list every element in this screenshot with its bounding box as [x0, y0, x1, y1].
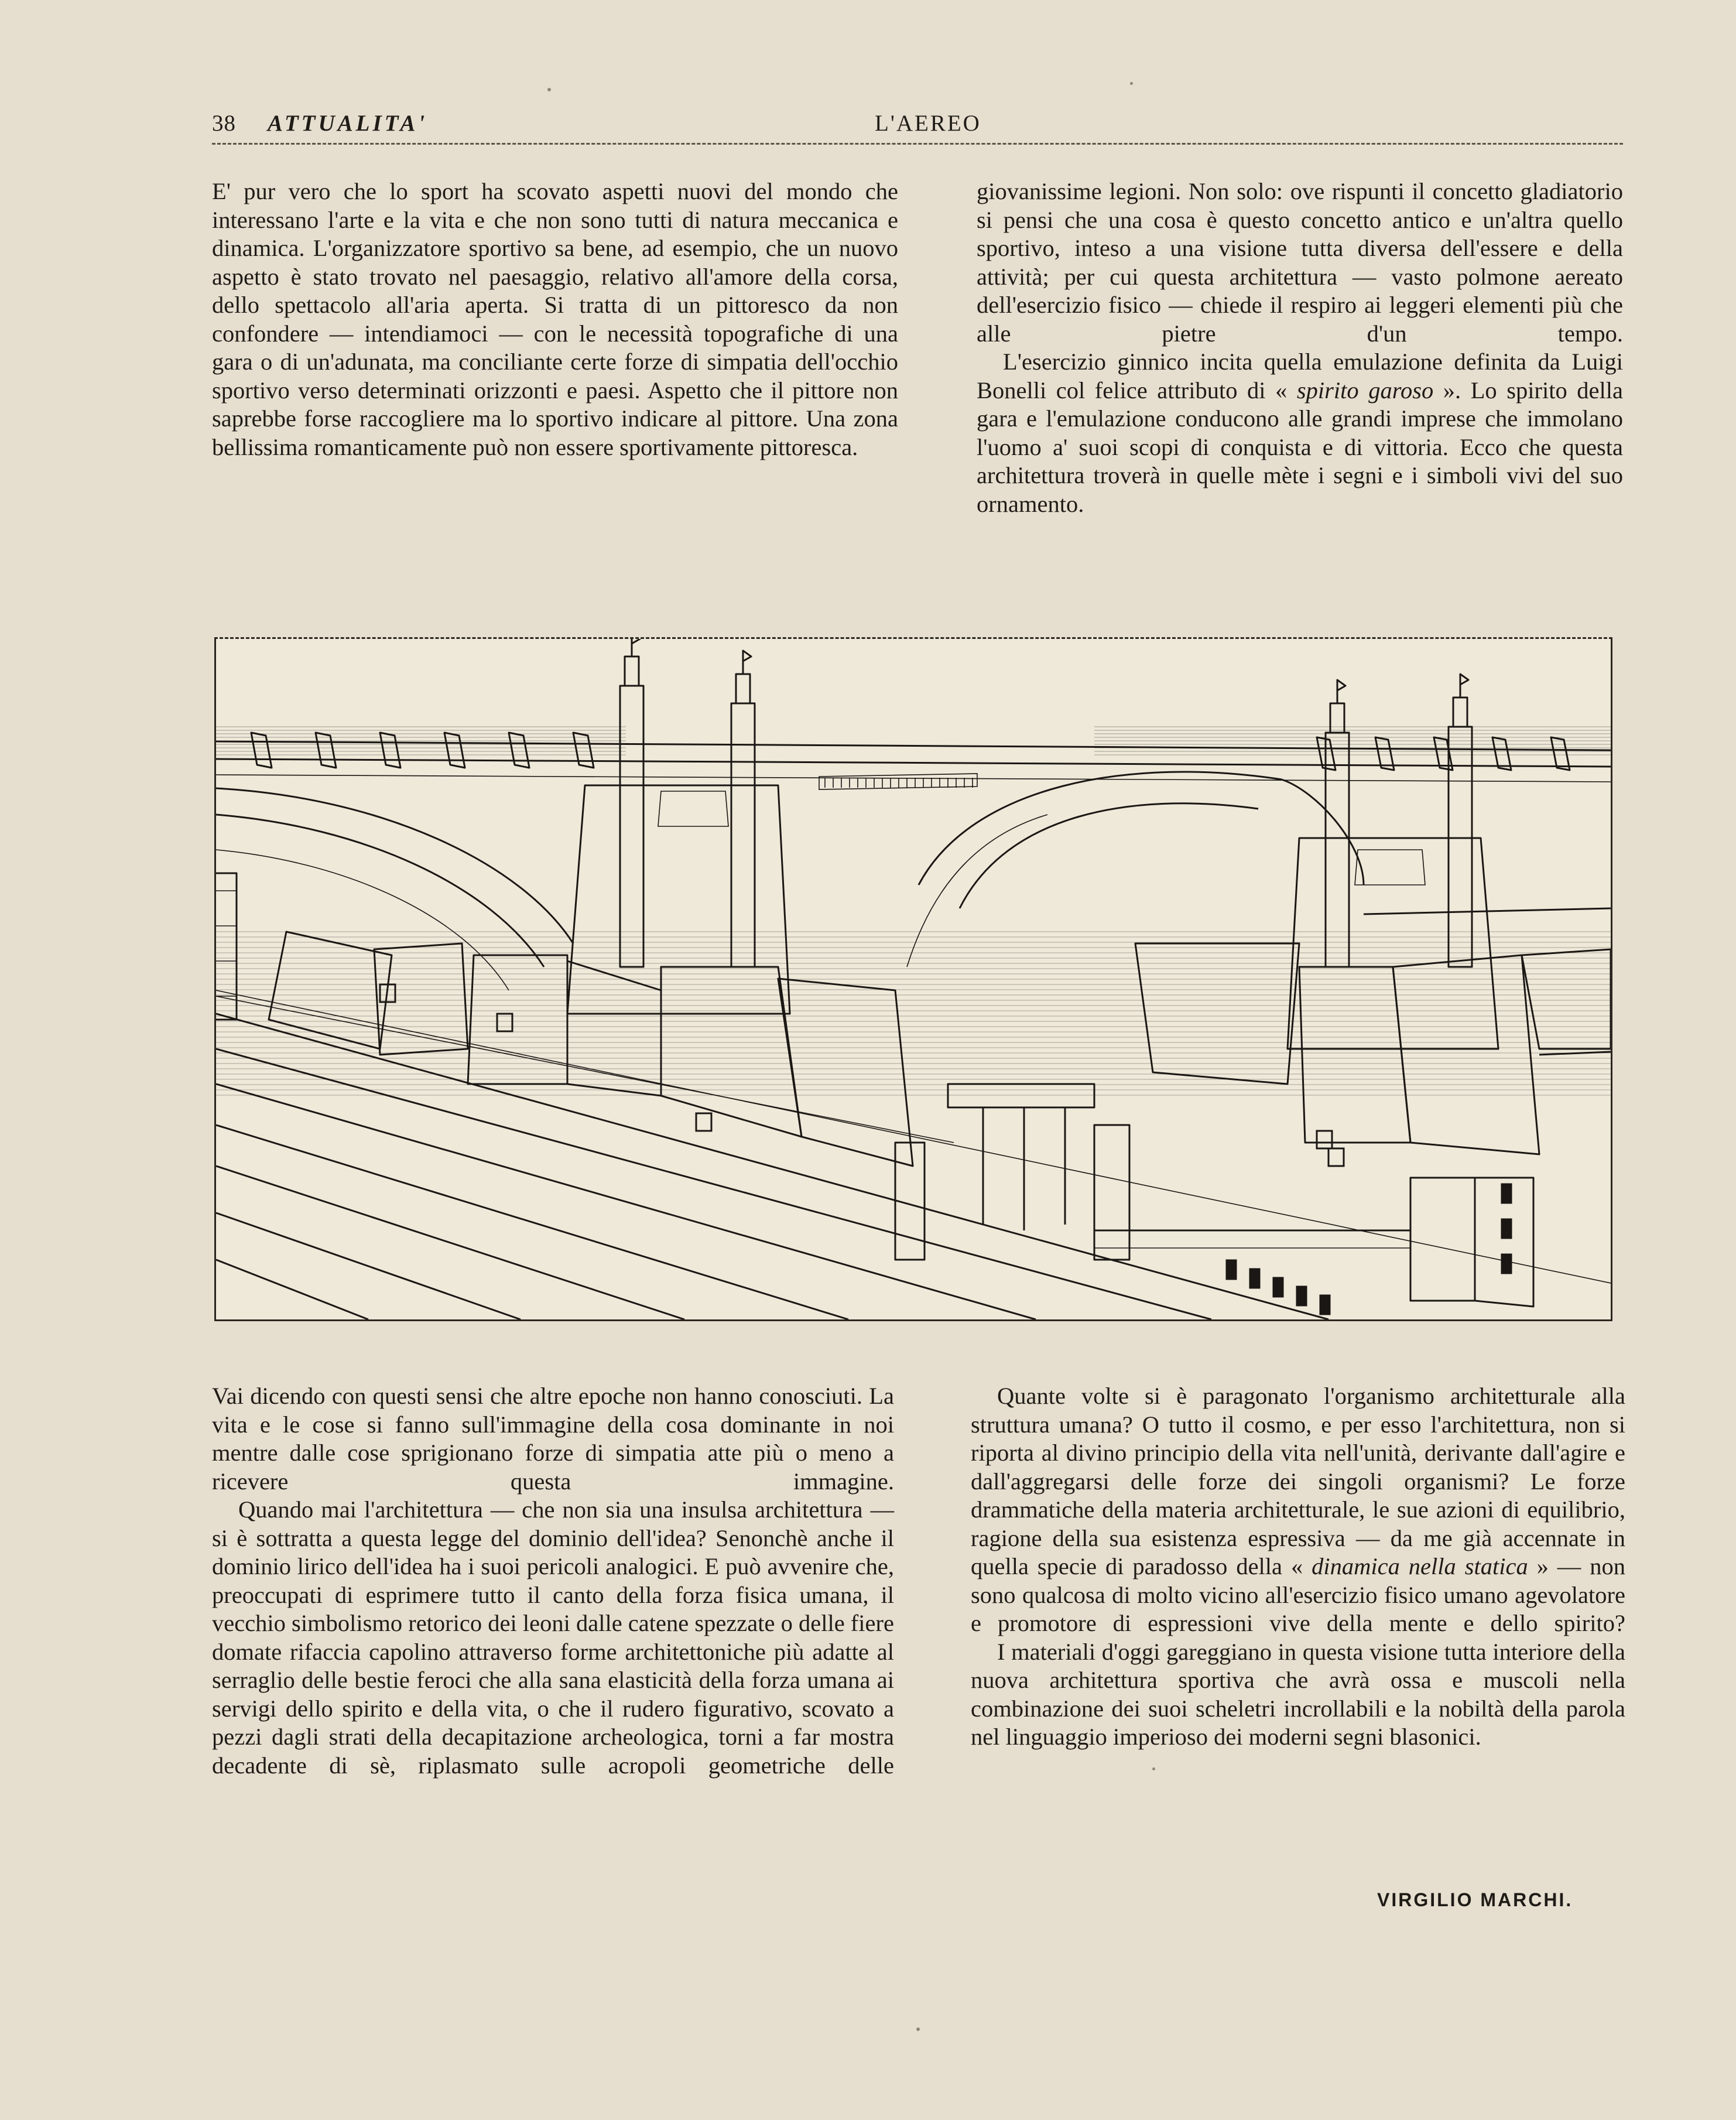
paragraph-text: ». Lo spirito della gara e l'emulazione conducono alle grandi imprese che immolano l'uomo a' suoi scopi di conquista e di vittoria. Ecco che questa architettura troverà in quelle mète i segni e i simboli vivi del suo ornamento.	[977, 377, 1623, 517]
top-rail	[216, 741, 1611, 750]
right-arch	[1282, 779, 1364, 885]
right-arch	[960, 803, 1258, 908]
rail-bracket	[509, 733, 529, 768]
window	[1501, 1219, 1512, 1239]
track-line	[216, 1125, 848, 1319]
tower-flag	[632, 639, 640, 656]
tower-finial	[1453, 697, 1467, 727]
text-column-4	[971, 1382, 1625, 1752]
horizon	[1539, 1052, 1611, 1055]
tower-finial	[1330, 703, 1344, 733]
paragraph: giovanissime legioni. Non solo: ove rispunti il concetto gladiatorio si pensi che una cosa è questo concetto antico e un'altra quello sportivo, inteso a una visione tutta diversa dell'essere e della attività; per cui questa architettura — vasto polmone aereato dell'esercizio fisico — chiede il respiro ai leggeri elementi più che alle pietre d'un tempo.	[977, 178, 1623, 347]
text-column-1	[212, 177, 898, 461]
train	[819, 774, 977, 789]
left-arch	[216, 815, 544, 967]
buttress	[468, 955, 567, 1084]
tower-finial	[625, 656, 639, 686]
niche	[1317, 1131, 1332, 1148]
rail-bracket	[380, 733, 400, 768]
rail-bracket	[1551, 737, 1570, 770]
text-column-2	[977, 177, 1623, 518]
window	[1226, 1260, 1237, 1280]
window	[1249, 1268, 1260, 1288]
pier-capital	[658, 791, 728, 826]
left-arch	[216, 850, 509, 990]
window	[1296, 1286, 1307, 1306]
buttress	[1135, 943, 1299, 1084]
rail-bracket	[316, 733, 336, 768]
tower-flag	[1337, 680, 1345, 703]
text-column-3	[212, 1382, 894, 1780]
paper-speck	[1130, 82, 1133, 85]
track-line	[216, 1213, 521, 1319]
tower-finial	[736, 674, 750, 703]
top-rail	[216, 775, 1611, 782]
track-line	[216, 1260, 368, 1319]
track-line	[216, 996, 954, 1143]
pier-capital	[1355, 850, 1425, 885]
paper-speck	[1152, 1767, 1155, 1770]
buttress	[1522, 949, 1611, 1049]
terrace	[948, 1084, 1094, 1107]
paragraph: Quando mai l'architettura — che non sia una insulsa architettura — si è sottratta a questa legge del dominio dell'idea? Senonchè anche il dominio lirico dell'idea ha i suoi pericoli analogici. E può avvenire che, preoccupati di esprimere tutto il canto della forza fisica umana, il vecchio simbolismo retorico dei leoni dalle catene spezzate o delle fiere domate rifaccia capolino attraverso forme architettoniche più adatte al serraglio delle bestie feroci che alla sana elasticità della forza umana ai servigi dello spirito e della vita, o che il rudero figurativo, scovato a pezzi dagli strati della decapitazione archeologica, torni a far mostra decadente di sè, riplasmato sulle acropoli geometriche delle	[212, 1496, 894, 1779]
paragraph	[977, 348, 1623, 518]
buttress	[374, 943, 468, 1055]
paragraph-text: » — non sono qualcosa di molto vicino all'esercizio fisico umano agevolatore e promotore di espressioni vive della mente e dello spirito?	[971, 1553, 1625, 1636]
window	[1320, 1295, 1330, 1315]
emphasis-text: spirito garoso	[1296, 377, 1434, 404]
buttress	[778, 979, 913, 1166]
magazine-title: L'AEREO	[875, 111, 981, 136]
track-line	[216, 1166, 684, 1319]
right-arch	[919, 772, 1282, 885]
pier-block	[567, 785, 790, 1014]
pier-block	[1288, 838, 1498, 1049]
tower-flag	[743, 651, 751, 674]
running-header	[212, 105, 1623, 141]
niche	[497, 1014, 512, 1031]
buttress	[1393, 955, 1539, 1154]
paper-speck	[916, 2027, 920, 2031]
paragraph: E' pur vero che lo sport ha scovato aspetti nuovi del mondo che interessano l'arte e la vita e che non sono tutti di natura meccanica e dinamica. L'organizzatore sportivo sa bene, ad esempio, che un nuovo aspetto è stato trovato nel paesaggio, relativo all'amore della corsa, dello spettacolo all'aria aperta. Si tratta di un pittoresco da non confondere — intendiamoci — con le necessità topografiche di una gara o di un'adunata, ma conciliante certe forze di simpatia dell'occhio sportivo verso determinati orizzonti e paesi. Aspetto che il pittore non saprebbe forse raccogliere ma lo sportivo indicare al pittore. Una zona bellissima romanticamente può non essere sportivamente pittoresca.	[212, 178, 898, 460]
rail-bracket	[573, 733, 594, 768]
tower-flag	[1460, 674, 1468, 697]
pier-tower	[731, 703, 755, 967]
niche	[1328, 1148, 1344, 1166]
window	[1273, 1277, 1283, 1297]
rail-bracket	[251, 733, 272, 768]
window	[1501, 1254, 1512, 1274]
paragraph: I materiali d'oggi gareggiano in questa visione tutta interiore della nuova architettura sportiva che avrà ossa e muscoli nella combinazione dei suoi scheletri incrollabili e la nobiltà della parola nel linguaggio imperioso dei moderni segni blasonici.	[971, 1638, 1625, 1750]
track-line	[216, 1014, 1328, 1319]
buttress	[1299, 967, 1410, 1143]
track-line	[216, 1084, 1036, 1319]
paragraph	[971, 1382, 1625, 1638]
header-rule	[212, 143, 1623, 145]
niche	[696, 1113, 711, 1131]
author-signature: VIRGILIO MARCHI.	[1377, 1889, 1573, 1910]
section-title: ATTUALITA'	[268, 111, 428, 136]
top-rail	[216, 759, 1611, 767]
left-arch	[216, 788, 573, 943]
paper-speck	[547, 88, 551, 91]
paragraph-text: Quante volte si è paragonato l'organismo architetturale alla struttura umana? O tutto il cosmo, e per esso l'architettura, non si riporta al divino principio della vita nell'unità, derivante dall'agire e dall'aggregarsi delle forze dei singoli organismi? Le forze drammatiche della materia architetturale, le sue azioni di equilibrio, ragione della sua esistenza espressiva — da me già accennate in quella specie di paradosso della «	[971, 1383, 1625, 1579]
post	[1094, 1125, 1129, 1260]
page-number: 38	[212, 111, 236, 136]
architectural-illustration	[214, 637, 1612, 1321]
paragraph: Vai dicendo con questi sensi che altre epoche non hanno conosciuti. La vita e le cose si fanno sull'immagine della cosa dominante in noi mentre dalle cose sprigionano forze di simpatia atte più o meno a ricevere questa immagine.	[212, 1383, 894, 1495]
terrace-post	[983, 1107, 1065, 1230]
emphasis-text: dinamica nella statica	[1312, 1553, 1528, 1579]
rail-bracket	[444, 733, 465, 768]
stadium-drawing	[216, 639, 1611, 1319]
window	[1501, 1184, 1512, 1203]
paragraph-text: L'esercizio ginnico incita quella emulazione definita da Luigi Bonelli col felice attributo di «	[977, 348, 1623, 404]
pier-tower	[620, 686, 643, 967]
edge-post	[216, 873, 237, 1020]
block	[1410, 1178, 1475, 1301]
